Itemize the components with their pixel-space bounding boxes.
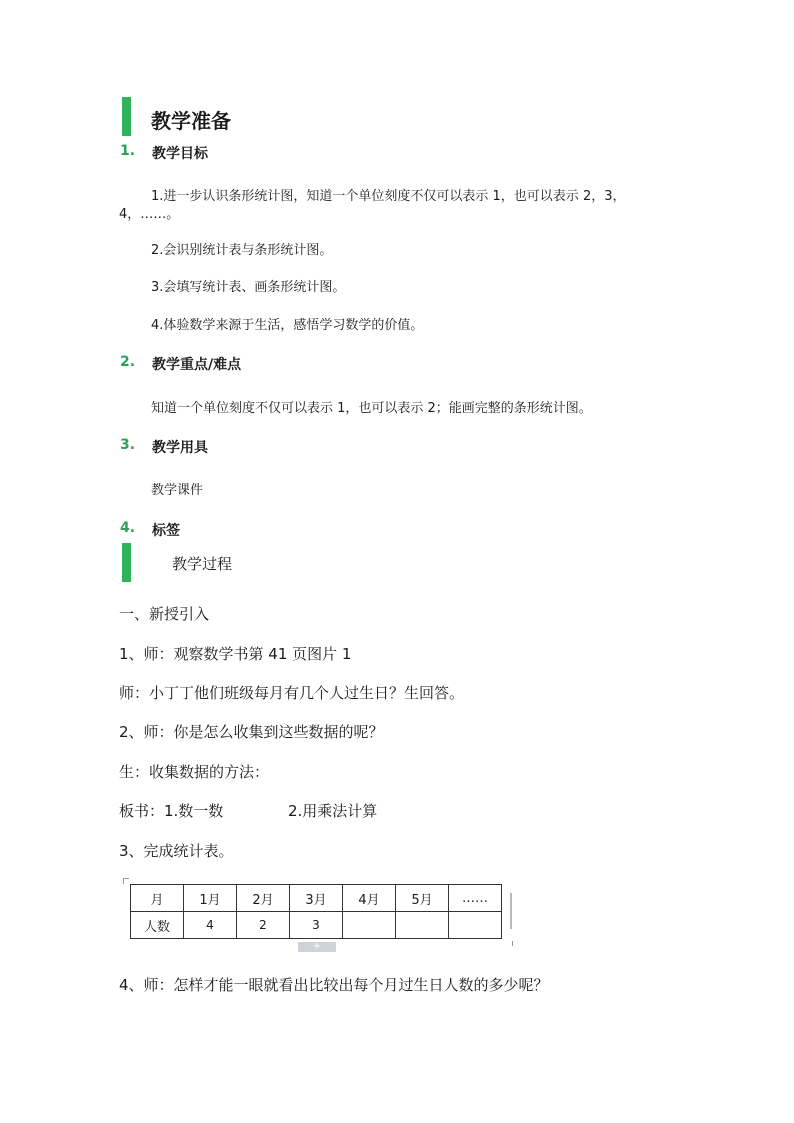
table-cell[interactable]: 4	[184, 912, 237, 939]
section-title-tools: 教学用具	[152, 440, 208, 456]
section-title-tags: 标签	[152, 523, 180, 539]
goal-4: 4.体验数学来源于生活，感悟学习数学的价值。	[151, 318, 424, 333]
table-resize-handle[interactable]	[510, 893, 512, 929]
table-cell[interactable]: 月	[131, 885, 184, 912]
section-title-goals: 教学目标	[152, 146, 208, 162]
process-title: 教学过程	[172, 555, 233, 573]
board-note-1: 板书：1.数一数	[119, 802, 224, 820]
section-number-3: 3.	[120, 437, 136, 453]
table-cell[interactable]: 人数	[131, 912, 184, 939]
table-corner-mark-top-left	[123, 878, 129, 884]
process-step-1: 1、师：观察数学书第 41 页图片 1	[119, 645, 352, 663]
table-cell[interactable]	[343, 912, 396, 939]
table-cell[interactable]: 2	[237, 912, 290, 939]
table-cell[interactable]: 3月	[290, 885, 343, 912]
add-row-button[interactable]	[298, 942, 336, 952]
table-cell[interactable]: 3	[290, 912, 343, 939]
section-title-keypoints: 教学重点/难点	[152, 357, 242, 373]
plus-icon: +	[312, 941, 322, 952]
process-step-2: 2、师：你是怎么收集到这些数据的呢？	[119, 723, 384, 741]
table-header-row	[131, 885, 502, 912]
table-cell[interactable]: 5月	[396, 885, 449, 912]
table-cell[interactable]: 2月	[237, 885, 290, 912]
table-corner-mark-bottom-right	[508, 941, 513, 946]
goal-1-line-1: 1.进一步认识条形统计图，知道一个单位刻度不仅可以表示 1，也可以表示 2，3，	[151, 189, 626, 204]
page-title: 教学准备	[151, 109, 231, 133]
tools-text: 教学课件	[151, 483, 204, 498]
process-line-5: 生：收集数据的方法：	[119, 763, 270, 781]
table-cell[interactable]	[396, 912, 449, 939]
table-cell[interactable]: 4月	[343, 885, 396, 912]
table-row	[131, 912, 502, 939]
section-number-4: 4.	[120, 520, 136, 536]
section-number-1: 1.	[120, 143, 136, 159]
board-note-2: 2.用乘法计算	[288, 802, 378, 820]
goal-2: 2.会识别统计表与条形统计图。	[151, 243, 333, 258]
process-line-3: 师：小丁丁他们班级每月有几个人过生日？生回答。	[119, 684, 465, 702]
process-step-4: 4、师：怎样才能一眼就看出比较出每个月过生日人数的多少呢？	[119, 976, 549, 994]
process-accent-bar	[122, 543, 131, 582]
statistics-table[interactable]	[130, 884, 502, 939]
process-step-3: 3、完成统计表。	[119, 842, 234, 860]
goal-3: 3.会填写统计表、画条形统计图。	[151, 280, 346, 295]
process-intro: 一、新授引入	[119, 605, 210, 623]
table-cell[interactable]: ……	[449, 885, 502, 912]
table-cell[interactable]	[449, 912, 502, 939]
heading-accent-bar	[122, 97, 131, 136]
goal-1-line-2: 4，……。	[119, 207, 180, 222]
table-cell[interactable]: 1月	[184, 885, 237, 912]
keypoints-text: 知道一个单位刻度不仅可以表示 1，也可以表示 2；能画完整的条形统计图。	[151, 401, 592, 416]
section-number-2: 2.	[120, 354, 136, 370]
